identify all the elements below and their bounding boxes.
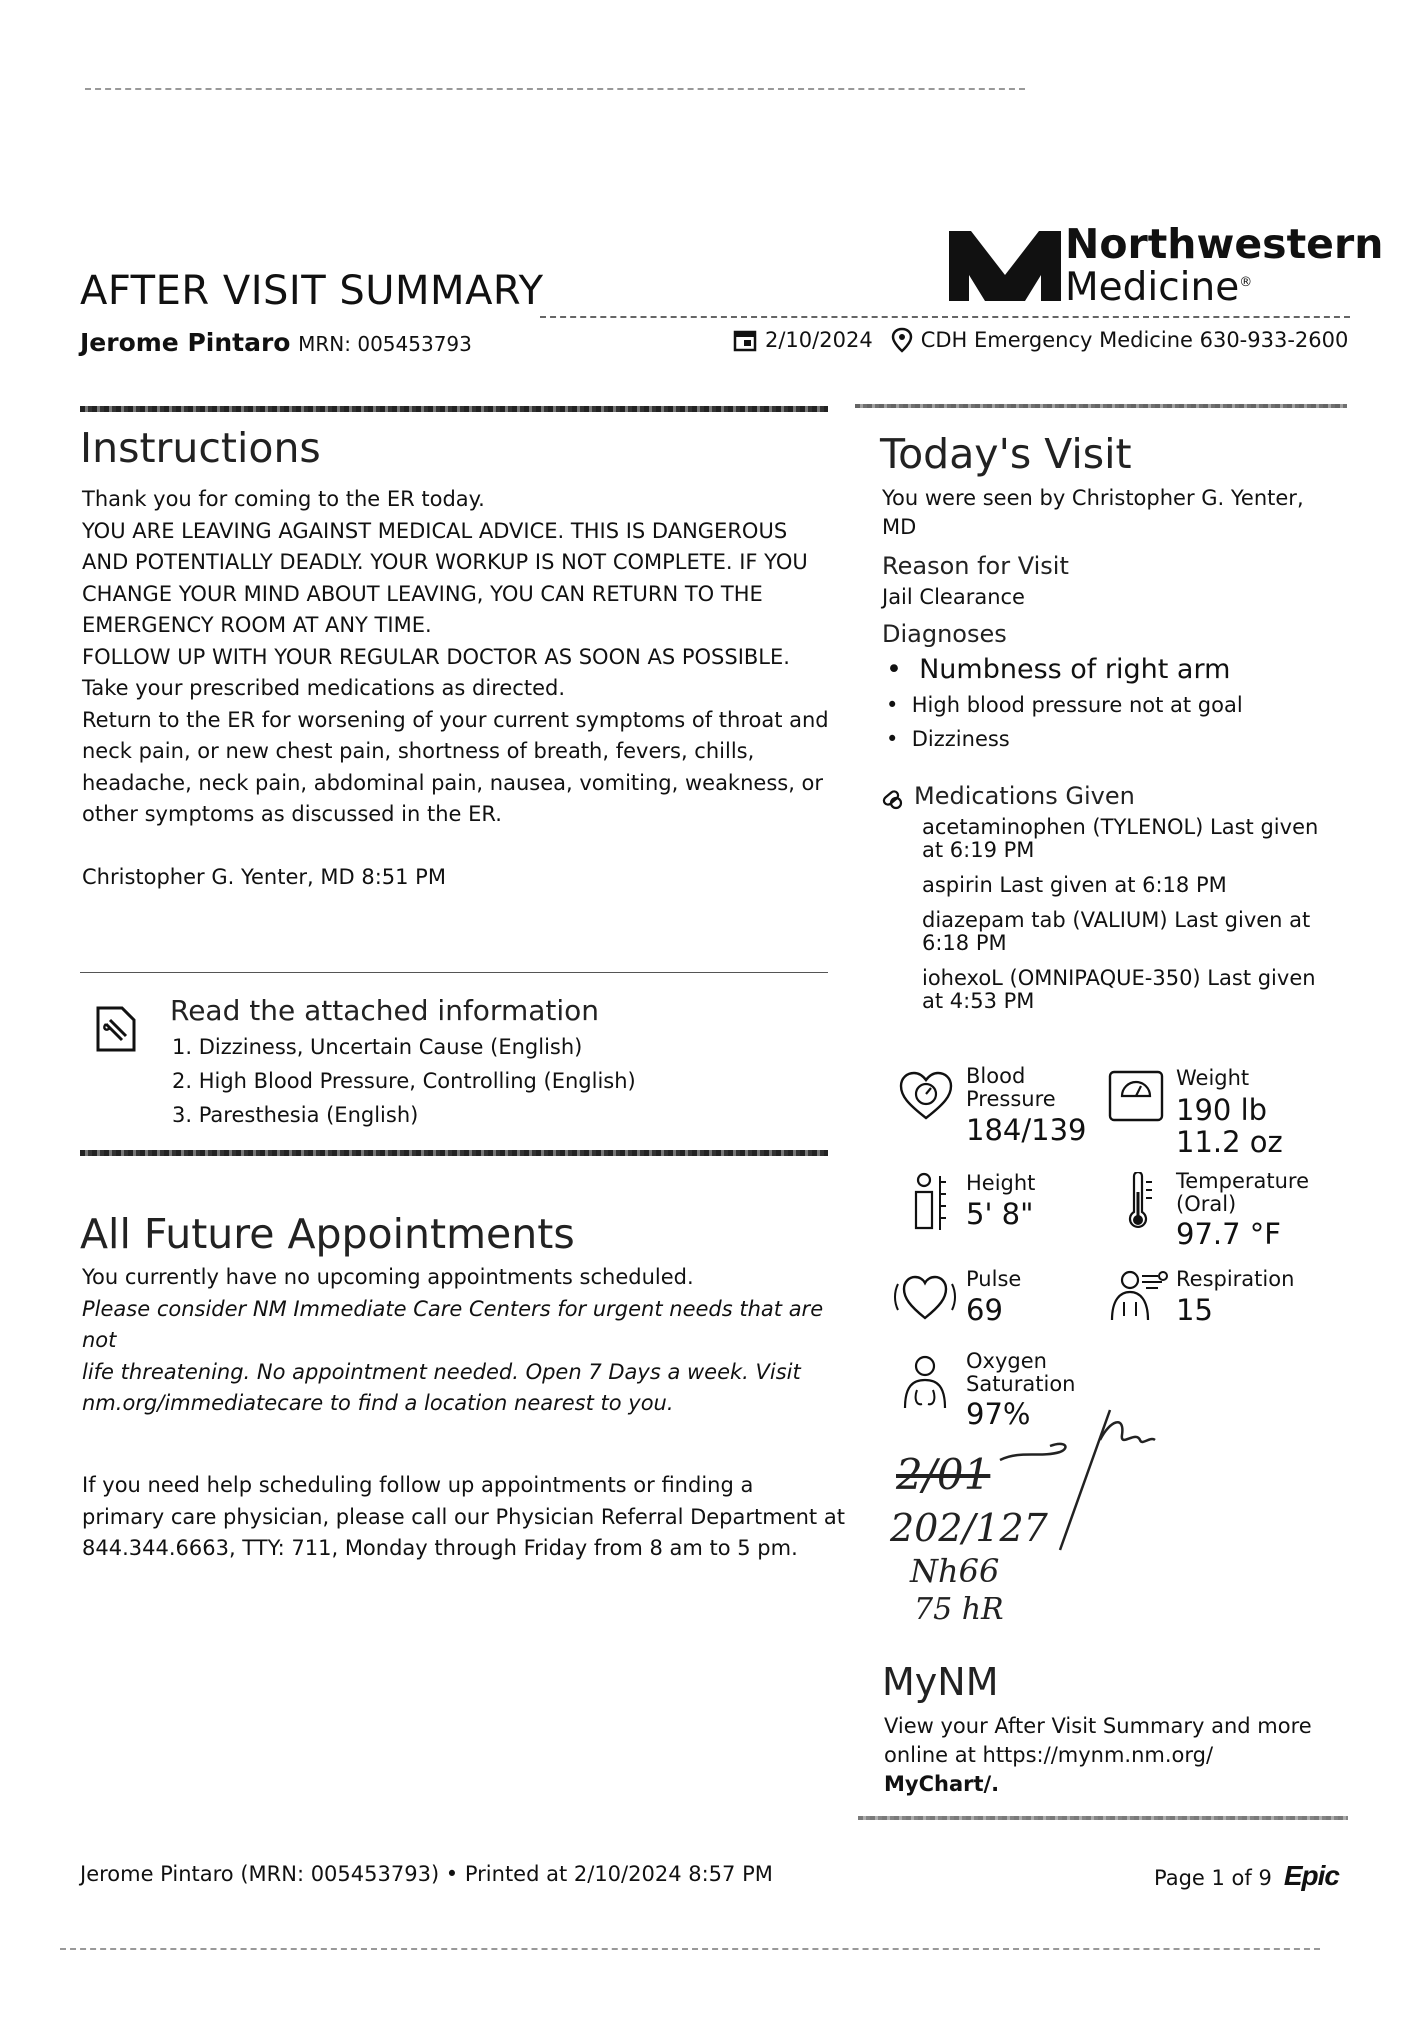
seen-by-line: MD xyxy=(882,515,917,539)
visit-location: CDH Emergency Medicine 630-933-2600 xyxy=(920,328,1349,352)
medication-item xyxy=(922,967,1342,1013)
attached-top-rule xyxy=(80,972,828,973)
patient-mrn: MRN: 005453793 xyxy=(298,332,472,356)
instructions-top-rule xyxy=(80,406,828,412)
calendar-icon xyxy=(733,328,757,352)
medications-label: Medications Given xyxy=(914,782,1135,810)
epic-logo: Epic xyxy=(1283,1860,1339,1891)
visit-meta xyxy=(733,327,1348,353)
referral-line: If you need help scheduling follow up appointments or finding a xyxy=(82,1473,754,1497)
patient-name: Jerome Pintaro xyxy=(80,328,291,357)
handwritten-line: 202/127 xyxy=(890,1506,1048,1550)
temp-label-line: Temperature xyxy=(1176,1169,1310,1193)
instructions-line: Thank you for coming to the ER today. xyxy=(82,487,485,511)
medication-line: 6:18 PM xyxy=(922,931,1007,955)
patient-header xyxy=(80,328,472,357)
immediate-care-line: life threatening. No appointment needed. Open 7 Days a week. Visit xyxy=(82,1359,801,1384)
seen-by xyxy=(882,484,1322,542)
logo-line2: Medicine xyxy=(1065,265,1240,310)
medication-line: iohexoL (OMNIPAQUE-350) Last given xyxy=(922,966,1316,990)
o2-label-line: Oxygen xyxy=(966,1349,1047,1373)
weight-value-line: 11.2 oz xyxy=(1176,1125,1283,1159)
location-pin-icon xyxy=(891,327,913,353)
height-person-icon xyxy=(914,1172,948,1232)
bp-value: 184/139 xyxy=(966,1113,1087,1147)
footer-right xyxy=(1154,1860,1339,1892)
attached-document-icon xyxy=(94,1004,138,1054)
attached-item[interactable]: 1. Dizziness, Uncertain Cause (English) xyxy=(172,1035,583,1059)
appointments-heading: All Future Appointments xyxy=(80,1210,575,1258)
weight-value xyxy=(1176,1094,1283,1158)
northwestern-medicine-logo xyxy=(945,220,1384,312)
referral-line: primary care physician, please call our Physician Referral Department at xyxy=(82,1504,845,1529)
no-appointments-text: You currently have no upcoming appointments scheduled. xyxy=(82,1265,694,1289)
pulse-label: Pulse xyxy=(966,1267,1022,1291)
signature-scribble xyxy=(990,1400,1180,1560)
todays-visit-heading: Today's Visit xyxy=(880,430,1132,478)
medications-list xyxy=(922,816,1342,1013)
mynm-heading: MyNM xyxy=(882,1660,999,1704)
medication-line: aspirin Last given at 6:18 PM xyxy=(922,873,1227,897)
instructions-line: EMERGENCY ROOM AT ANY TIME. xyxy=(82,613,432,637)
header-divider xyxy=(540,316,1350,318)
document-title: AFTER VISIT SUMMARY xyxy=(80,268,544,314)
reason-label: Reason for Visit xyxy=(882,552,1069,580)
mynm-line[interactable]: online at https://mynm.nm.org/ xyxy=(884,1743,1214,1767)
pulse-value: 69 xyxy=(966,1293,1003,1327)
medication-line: diazepam tab (VALIUM) Last given at xyxy=(922,908,1311,932)
immediate-care-line: nm.org/immediatecare to find a location nearest to you. xyxy=(82,1391,674,1415)
diagnosis-text: Numbness of right arm xyxy=(919,654,1231,685)
medication-item xyxy=(922,816,1342,862)
weight-scale-icon xyxy=(1108,1070,1164,1122)
logo-registered: ® xyxy=(1239,275,1253,290)
instructions-line: CHANGE YOUR MIND ABOUT LEAVING, YOU CAN RETURN TO THE xyxy=(82,581,763,606)
referral-help xyxy=(82,1470,852,1565)
mynm-body xyxy=(884,1712,1334,1799)
seen-by-line: You were seen by Christopher G. Yenter, xyxy=(882,486,1304,510)
diagnoses-list xyxy=(886,652,1243,756)
respiration-label: Respiration xyxy=(1176,1267,1295,1291)
instructions-body xyxy=(82,484,842,831)
respiration-value: 15 xyxy=(1176,1293,1213,1327)
medication-line: at 6:19 PM xyxy=(922,838,1035,862)
visit-top-rule xyxy=(855,404,1347,408)
attached-item[interactable]: 3. Paresthesia (English) xyxy=(172,1103,419,1127)
height-value: 5' 8" xyxy=(966,1197,1034,1231)
bp-label-line: Pressure xyxy=(966,1087,1056,1111)
attached-heading: Read the attached information xyxy=(170,994,600,1027)
nm-logo-icon xyxy=(945,227,1065,305)
appointments-body xyxy=(82,1262,852,1420)
attached-list xyxy=(172,1030,636,1132)
diagnosis-item: • High blood pressure not at goal xyxy=(886,693,1243,717)
logo-line2-wrap xyxy=(1065,265,1253,310)
instructions-line: FOLLOW UP WITH YOUR REGULAR DOCTOR AS SOON AS POSSIBLE. xyxy=(82,644,790,669)
instructions-signature: Christopher G. Yenter, MD 8:51 PM xyxy=(82,865,446,889)
instructions-line: headache, neck pain, abdominal pain, nausea, vomiting, weakness, or xyxy=(82,770,824,795)
bp-label xyxy=(966,1065,1056,1111)
medication-item xyxy=(922,874,1342,897)
handwritten-note xyxy=(870,1397,1190,1640)
instructions-line: Take your prescribed medications as directed. xyxy=(82,676,565,700)
medication-line: at 4:53 PM xyxy=(922,989,1035,1013)
o2-label xyxy=(966,1350,1075,1396)
mynm-line[interactable]: MyChart/. xyxy=(884,1772,1000,1796)
thermometer-icon xyxy=(1126,1172,1156,1232)
instructions-line: AND POTENTIALLY DEADLY. YOUR WORKUP IS NOT COMPLETE. IF YOU xyxy=(82,550,808,574)
mynm-line: View your After Visit Summary and more xyxy=(884,1714,1312,1738)
visit-date: 2/10/2024 xyxy=(765,328,873,352)
instructions-line: YOU ARE LEAVING AGAINST MEDICAL ADVICE. THIS IS DANGEROUS xyxy=(82,518,788,543)
scan-artifact-top xyxy=(85,88,1025,90)
appointments-top-rule xyxy=(80,1150,828,1156)
page-number: Page 1 of 9 xyxy=(1154,1866,1272,1890)
instructions-line: other symptoms as discussed in the ER. xyxy=(82,802,502,826)
handwritten-line: 75 hR xyxy=(914,1592,1004,1627)
temp-label-line: (Oral) xyxy=(1176,1192,1237,1216)
medication-line: acetaminophen (TYLENOL) Last given xyxy=(922,815,1319,839)
medication-item xyxy=(922,909,1342,955)
instructions-line: neck pain, or new chest pain, shortness of breath, fevers, chills, xyxy=(82,739,755,763)
diagnosis-text: High blood pressure not at goal xyxy=(911,693,1243,717)
o2-value: 97% xyxy=(966,1397,1031,1431)
mynm-bottom-rule xyxy=(858,1816,1348,1820)
referral-line: 844.344.6663, TTY: 711, Monday through Friday from 8 am to 5 pm. xyxy=(82,1536,798,1560)
attached-item[interactable]: 2. High Blood Pressure, Controlling (English) xyxy=(172,1069,636,1093)
handwritten-line: Nh66 xyxy=(910,1552,1000,1590)
scan-artifact-bottom xyxy=(60,1948,1320,1950)
reason-value: Jail Clearance xyxy=(882,585,1025,609)
immediate-care-line: Please consider NM Immediate Care Centers for urgent needs that are not xyxy=(82,1296,824,1352)
diagnoses-label: Diagnoses xyxy=(882,620,1007,648)
temp-label xyxy=(1176,1170,1309,1216)
instructions-line: Return to the ER for worsening of your current symptoms of throat and xyxy=(82,707,829,732)
o2-label-line: Saturation xyxy=(966,1372,1076,1396)
handwritten-line: 2/01 xyxy=(896,1450,991,1499)
blood-pressure-icon xyxy=(898,1070,954,1122)
logo-line1: Northwestern xyxy=(1065,220,1384,268)
instructions-heading: Instructions xyxy=(80,424,321,472)
respiration-icon xyxy=(1108,1268,1170,1322)
diagnosis-item: • Numbness of right arm xyxy=(886,654,1231,685)
diagnosis-text: Dizziness xyxy=(911,727,1010,751)
temp-value: 97.7 °F xyxy=(1176,1217,1281,1251)
diagnosis-item: • Dizziness xyxy=(886,727,1010,751)
weight-value-line: 190 lb xyxy=(1176,1093,1268,1127)
footer-print-info: Jerome Pintaro (MRN: 005453793) • Printed at 2/10/2024 8:57 PM xyxy=(80,1862,773,1886)
medication-pills-icon xyxy=(880,786,904,810)
weight-label: Weight xyxy=(1176,1066,1250,1090)
bp-label-line: Blood xyxy=(966,1064,1026,1088)
height-label: Height xyxy=(966,1171,1036,1195)
pulse-heart-icon xyxy=(892,1272,958,1322)
